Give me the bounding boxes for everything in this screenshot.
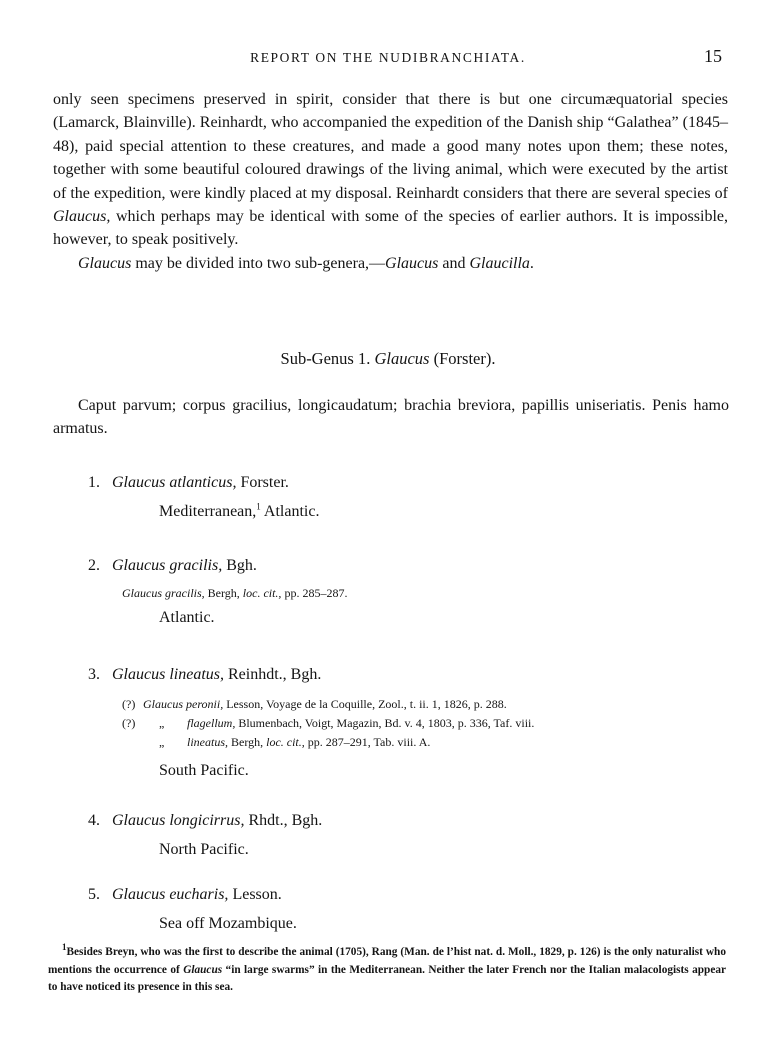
running-head: REPORT ON THE NUDIBRANCHIATA. [250, 50, 526, 65]
subgenus-name: Glaucilla [469, 254, 530, 272]
footnote-mark: 1 [62, 942, 67, 953]
intro-paragraph-1 [53, 88, 728, 252]
intro-text: and [438, 254, 470, 272]
footnote-text-a: Besides Breyn, who was the first to describe the animal (1705), Rang (Man. de l’hist nat. d. Moll., 1829, p. 126) is the only naturalist who mentions the occurrence of [48, 946, 726, 976]
synonym-line [187, 735, 430, 750]
synonym-name: Glaucus gracilis, [122, 586, 205, 600]
synonym-loc: loc. cit., [242, 586, 282, 600]
subgenus-heading [0, 349, 776, 369]
species-name: Glaucus atlanticus, [112, 474, 237, 491]
species-author: Bgh. [222, 557, 257, 574]
species-author: Reinhdt., Bgh. [224, 666, 322, 683]
species-locality [159, 503, 319, 521]
species-name: Glaucus longicirrus, [112, 812, 245, 829]
species-locality: Sea off Mozambique. [159, 915, 297, 932]
intro-text: may be divided into two sub-genera,— [131, 254, 386, 272]
synonym-line [143, 697, 507, 712]
subgenus-prefix: Sub-Genus 1. [280, 349, 375, 368]
species-number: 1. [88, 474, 100, 491]
footnote-genus: Glaucus [183, 963, 223, 976]
species-name: Glaucus lineatus, [112, 666, 224, 683]
species-name: Glaucus gracilis, [112, 557, 223, 574]
subgenus-author: (Forster). [429, 349, 496, 368]
intro-text [53, 88, 728, 275]
subgenus-name: Glaucus [374, 349, 430, 368]
species-number: 3. [88, 666, 100, 683]
synonym-loc: loc. cit., [266, 735, 305, 749]
species-name: Glaucus eucharis, [112, 886, 229, 903]
subgenus-name: Glaucus [385, 254, 439, 272]
footnote-text-b: “in large swarms” in the Mediterranean. Neither the later French nor the Italian malacologists appear to have noticed its presence in this sea. [48, 963, 726, 994]
species-locality: South Pacific. [159, 762, 249, 779]
diagnosis [53, 394, 729, 441]
synonym-text: Bergh, [228, 735, 267, 749]
synonym-text: pp. 287–291, Tab. viii. A. [304, 735, 431, 749]
species-number: 5. [88, 886, 100, 903]
species-entry-1 [88, 474, 728, 520]
species-number: 2. [88, 557, 100, 574]
diagnosis-text: Caput parvum; corpus gracilius, longicaudatum; brachia breviora, papillis uniseriatis. Penis hamo armatus. [53, 397, 729, 438]
synonym-query-mark: (?) [122, 697, 136, 711]
synonym-name: flagellum, [187, 716, 236, 730]
synonym-text: Lesson, Voyage de la Coquille, Zool., t. ii. 1, 1826, p. 288. [223, 697, 507, 711]
synonym-query-mark: (?) [122, 716, 136, 730]
synonym-text: Blumenbach, Voigt, Magazin, Bd. v. 4, 1803, p. 336, Taf. viii. [235, 716, 535, 730]
synonym-name: Glaucus peronii, [143, 697, 224, 711]
species-author: Lesson. [228, 886, 282, 903]
synonym-text: pp. 285–287. [281, 586, 348, 600]
species-locality: North Pacific. [159, 841, 249, 858]
intro-text-b: which perhaps may be identical with some of the species of earlier authors. It is impossible, however, to speak positively. [53, 208, 728, 249]
ditto-mark: „ [159, 735, 165, 749]
species-entry-5 [88, 886, 728, 932]
page-number: 15 [704, 46, 722, 66]
intro-text-a: only seen specimens preserved in spirit, consider that there is but one circumæquatorial species (Lamarck, Blainville). Reinhardt, who accompanied the expedition of the Danish ship “Galathea” (1845–48), paid special attention to these creatures, and made a good many notes upon them; these notes, together with some beautiful coloured drawings of the living animal, which were executed by the artist of the expedition, were kindly placed at my disposal. Reinhardt considers that there are several species of [53, 91, 728, 202]
species-entry-3 [88, 666, 728, 779]
intro-paragraph-2 [53, 252, 728, 275]
species-number: 4. [88, 812, 100, 829]
species-author: Rhdt., Bgh. [244, 812, 323, 829]
synonym-name: lineatus, [187, 735, 228, 749]
footnote [48, 944, 726, 997]
genus-name: Glaucus, [53, 208, 111, 226]
synonym-line [187, 716, 534, 731]
footnote-mark: 1 [256, 501, 261, 512]
intro-text: . [529, 254, 534, 272]
genus-name: Glaucus [78, 254, 132, 272]
synonym-text: Bergh, [204, 586, 243, 600]
page-header [0, 46, 776, 70]
species-entry-4 [88, 812, 728, 858]
species-entry-2 [88, 557, 728, 626]
ditto-mark: „ [159, 716, 165, 730]
locality-text: Atlantic. [260, 503, 320, 520]
footnote-text [48, 944, 726, 997]
species-author: Forster. [236, 474, 289, 491]
locality-text: Mediterranean, [159, 503, 257, 520]
synonym-line [122, 586, 347, 601]
species-locality: Atlantic. [159, 609, 215, 626]
